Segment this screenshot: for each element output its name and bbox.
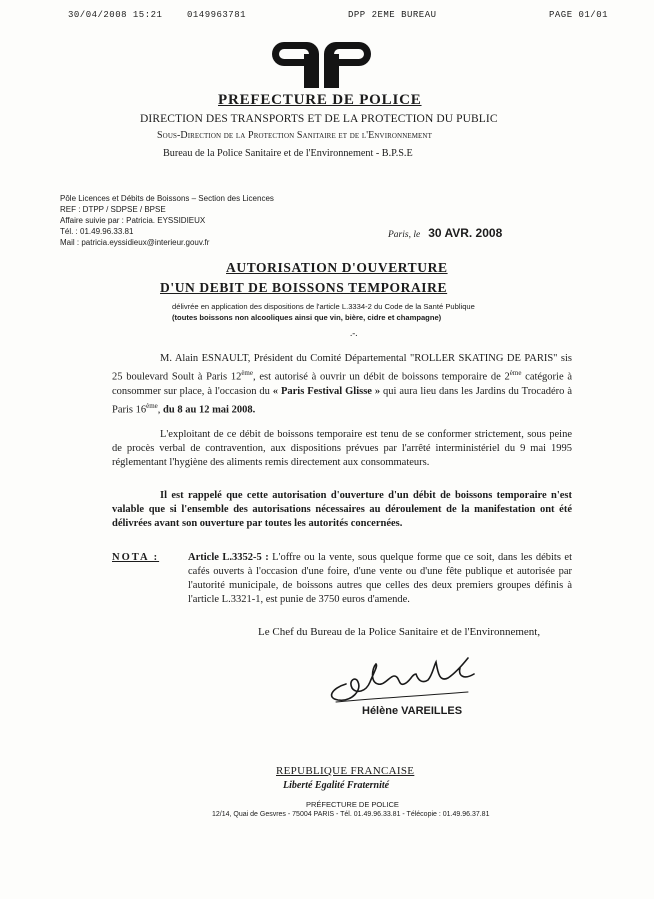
para1-sup-1: ème: [241, 369, 253, 377]
title-sub-1: délivrée en application des dispositions de l'article L.3334-2 du Code de la Santé Publique: [172, 302, 475, 311]
fax-number: 0149963781: [187, 10, 247, 20]
title-sub-2: (toutes boissons non alcooliques ainsi que vin, bière, cidre et champagne): [172, 313, 442, 322]
nota-text-block: [188, 551, 572, 607]
date-prefix: Paris, le: [388, 230, 421, 240]
para1-event: « Paris Festival Glisse »: [272, 385, 381, 397]
title-line-1: AUTORISATION D'OUVERTURE: [226, 260, 448, 275]
para1-text-4: qui aura lieu dans les Jardins du Trocadéro à Paris 16: [112, 385, 572, 415]
para1-dates: du 8 au 12 mai 2008.: [163, 404, 256, 415]
prefecture-logo: [270, 38, 375, 90]
ref-mail: Mail : patricia.eyssidieux@interieur.gouv.fr: [60, 238, 210, 247]
fax-sender: DPP 2EME BUREAU: [348, 10, 437, 20]
ref-pole: Pôle Licences et Débits de Boissons – Section des Licences: [60, 194, 274, 203]
prefecture-name: PREFECTURE DE POLICE: [218, 92, 422, 108]
sous-direction-title: Sous-Direction de la Protection Sanitaire et de l'Environnement: [157, 130, 432, 141]
ref-affaire: Affaire suivie par : Patricia. EYSSIDIEUX: [60, 216, 206, 225]
para1-sup-2: ème: [509, 369, 522, 377]
para1-text-3: catégorie à consommer sur place, à l'occasion du: [112, 371, 572, 397]
references-block: [60, 193, 274, 248]
nota-text: L'offre ou la vente, sous quelque forme que ce soit, dans les débits et cafés ouverts à l'occasion d'une foire, d'une vente ou d'une fête publique et autorisée par l'autorité municipale, de boissons autres que celles des deux premiers groupes définis à l'article L.3321-1, est punie de 3750 euros d'amende.: [188, 552, 572, 605]
para1-sup-3: ème: [146, 401, 158, 410]
fax-datetime: 30/04/2008 15:21: [68, 10, 163, 20]
direction-title: DIRECTION DES TRANSPORTS ET DE LA PROTECTION DU PUBLIC: [140, 113, 498, 125]
fax-page: PAGE 01/01: [549, 10, 609, 20]
footer-republique: REPUBLIQUE FRANCAISE: [276, 765, 415, 777]
ref-tel: Tél. : 01.49.96.33.81: [60, 227, 134, 236]
footer-prefecture: PRÉFECTURE DE POLICE: [306, 800, 399, 809]
paragraph-2: L'exploitant de ce débit de boissons temporaire est tenu de se conformer strictement, sous peine de procès verbal de contravention, aux dispositions prévues par l'arrêté interministériel du 9 mai 1995 réglementant l'hygiène des aliments remis directement aux consommateurs.: [112, 429, 572, 468]
nota-label: NOTA :: [112, 552, 160, 563]
paragraph-1: [112, 352, 572, 417]
handwritten-signature: [318, 646, 488, 711]
signature-scribble-icon: [318, 646, 488, 706]
paragraph-3: Il est rappelé que cette autorisation d'ouverture d'un débit de boissons temporaire n'est valable que si l'ensemble des autorisations nécessaires au déroulement de la manifestation ont été délivrées avant son ouverture par toutes les autorités concernées.: [112, 490, 572, 529]
para1-text-1: M. Alain ESNAULT, Président du Comité Départemental "ROLLER SKATING DE PARIS" sis 25 boulevard Soult à Paris 12: [112, 353, 572, 383]
title-line-2: D'UN DEBIT DE BOISSONS TEMPORAIRE: [160, 280, 448, 295]
ref-code: REF : DTPP / SDPSE / BPSE: [60, 205, 166, 214]
date-value: 30 AVR. 2008: [428, 226, 503, 240]
signature-title: Le Chef du Bureau de la Police Sanitaire et de l'Environnement,: [258, 626, 541, 638]
signatory-name: Hélène VAREILLES: [362, 705, 463, 717]
title-mark: .-.: [350, 328, 358, 338]
nota-article: Article L.3352-5 :: [188, 552, 269, 563]
pp-logo-icon: [270, 38, 375, 90]
footer-address: 12/14, Quai de Gesvres - 75004 PARIS - Tél. 01.49.96.33.81 - Télécopie : 01.49.96.37.81: [212, 811, 490, 818]
bureau-title: Bureau de la Police Sanitaire et de l'Environnement - B.P.S.E: [163, 148, 413, 159]
para1-text-2: , est autorisé à ouvrir un débit de boissons temporaire de 2: [253, 371, 510, 383]
date-line: [388, 224, 502, 242]
para1-text-5: ,: [157, 404, 164, 415]
footer-devise: Liberté Egalité Fraternité: [283, 780, 390, 791]
